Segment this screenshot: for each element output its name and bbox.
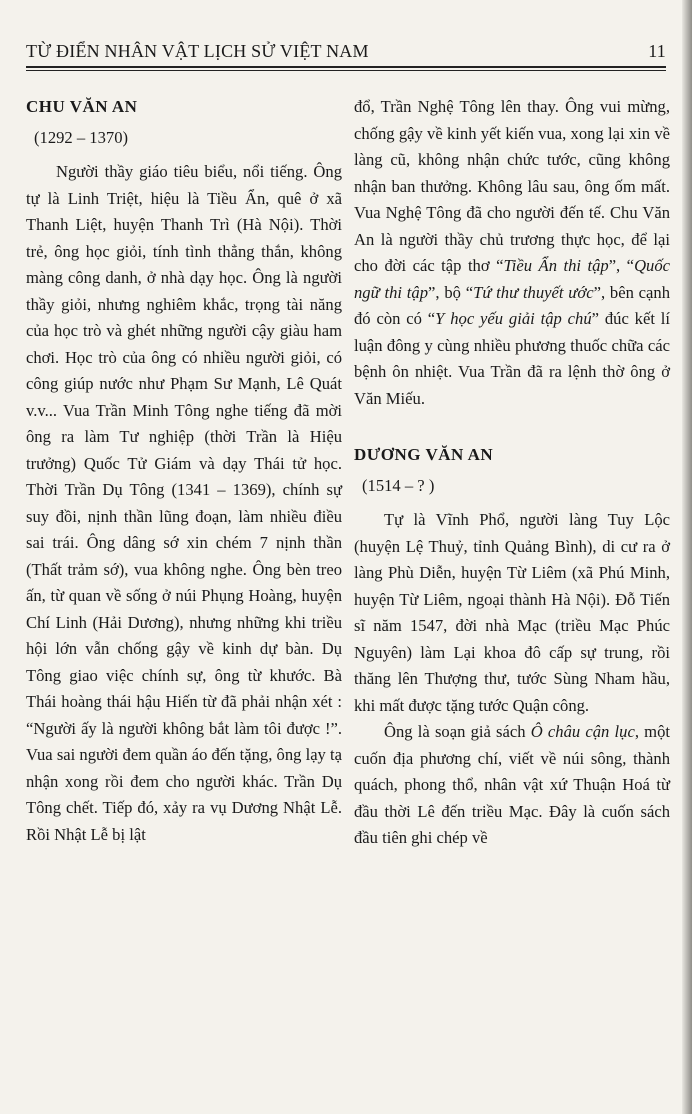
header-rule-thin bbox=[26, 70, 666, 71]
page-number: 11 bbox=[648, 41, 666, 61]
entry-dates-duong-van-an: (1514 – ? ) bbox=[362, 475, 435, 495]
header-rule bbox=[26, 66, 666, 68]
entry-body-duong-van-an-part2 bbox=[354, 719, 670, 852]
entry-title-chu-van-an: CHU VĂN AN bbox=[26, 97, 138, 116]
entry-separator bbox=[354, 412, 670, 442]
work-title: Ô châu cận lục bbox=[530, 722, 635, 741]
body-text: ”, bên cạnh đó còn có “ bbox=[354, 282, 670, 328]
body-text: Ông là soạn giả sách bbox=[384, 722, 531, 741]
entry-body-duong-van-an-part1: Tự là Vĩnh Phổ, người làng Tuy Lộc (huyện Lệ Thuỷ, tỉnh Quảng Bình), di cư ra ở làng Phù Diễn, huyện Từ Liêm (xã Phú Minh, huyện Từ Liêm, ngoại thành Hà Nội). Đỗ Tiến sĩ năm 1547, đời nhà Mạc (triều Mạc Phúc Nguyên) làm Lại khoa đô cấp sự trung, rồi thăng lên Thượng thư, tước Sùng Nham hầu, khi mất được tặng tước Quận công. bbox=[354, 510, 670, 715]
left-column bbox=[26, 94, 342, 848]
work-title: Tiều Ẩn thi tập bbox=[503, 256, 609, 275]
body-text: ”, bộ “ bbox=[428, 282, 474, 302]
work-title: Y học yếu giải tập chú bbox=[435, 309, 592, 328]
entry-body-chu-van-an-part1: Người thầy giáo tiêu biểu, nổi tiếng. Ông tự là Linh Triệt, hiệu là Tiều Ẩn, quê ở xã Thanh Liệt, huyện Thanh Trì (Hà Nội). Thời trẻ, ông học giỏi, tính tình thẳng thắn, không màng công danh, ở nhà dạy học. Ông là người thầy giỏi, nhưng nghiêm khắc, trọng tài năng của học trò và ghét những người cậy giàu ham chơi. Học trò của ông có nhiều người giỏi, có công giúp nước như Phạm Sư Mạnh, Lê Quát v.v... Vua Trần Minh Tông nghe tiếng đã mời ông ra làm Tư nghiệp (thời Trần là Hiệu trưởng) Quốc Tử Giám và dạy Thái tử học. Thời Trần Dụ Tông (1341 – 1369), chính sự suy đồi, nịnh thần lũng đoạn, làm nhiều điều sai trái. Ông dâng sớ xin chém 7 nịnh thần (Thất trảm sớ), vua không nghe. Ông bèn treo ấn, từ quan về sống ở núi Phụng Hoàng, huyện Chí Linh (Hải Dương), nhưng những khi triều hội lớn vẫn chống gậy về kinh dự bàn. Dụ Tông giao việc chính sự, ông từ khước. Bà Thái hoàng thái hậu Hiến từ đã phải nhận xét : “Người ấy là người không bắt làm tôi được !”. Vua sai người đem quần áo đến tặng, ông lạy tạ nhận xong rồi đem cho người khác. Trần Dụ Tông chết. Tiếp đó, xảy ra vụ Dương Nhật Lễ. Rồi Nhật Lễ bị lật bbox=[26, 162, 342, 844]
body-text: , một cuốn địa phương chí, viết về núi sông, thành quách, phong thổ, nhân vật xứ Thuận Hoá từ đầu thời Lê đến triều Mạc. Đây là cuốn sách đầu tiên ghi chép về bbox=[354, 722, 670, 847]
book-title: TỪ ĐIỂN NHÂN VẬT LỊCH SỬ VIỆT NAM bbox=[26, 41, 369, 61]
work-title: Tứ thư thuyết ước bbox=[473, 282, 594, 302]
page-edge-shadow bbox=[682, 0, 692, 1114]
body-text: đổ, Trần Nghệ Tông lên thay. Ông vui mừng, chống gậy về kinh yết kiến vua, xong lại xin về làng cũ, không nhận chức tước, cũng không nhận ban thưởng. Không lâu sau, ông ốm mất. Vua Nghệ Tông đã cho người đến tế. Chu Văn An là người thầy chủ trương thực học, để lại cho đời các tập thơ “ bbox=[354, 97, 670, 275]
entry-title-duong-van-an: DƯƠNG VĂN AN bbox=[354, 445, 494, 464]
entry-dates-chu-van-an: (1292 – 1370) bbox=[34, 127, 129, 147]
running-header bbox=[26, 34, 666, 62]
body-text: ” đúc kết lí luận đông y cùng nhiều phương thuốc chữa các bệnh ôn nhiệt. Vua Trần đã ra lệnh thờ ông ở Văn Miếu. bbox=[354, 309, 671, 408]
entry-body-chu-van-an-part2 bbox=[354, 94, 670, 412]
right-column bbox=[354, 94, 670, 852]
work-title: Quốc ngữ thi tập bbox=[354, 256, 671, 302]
body-text: ”, “ bbox=[608, 256, 635, 275]
